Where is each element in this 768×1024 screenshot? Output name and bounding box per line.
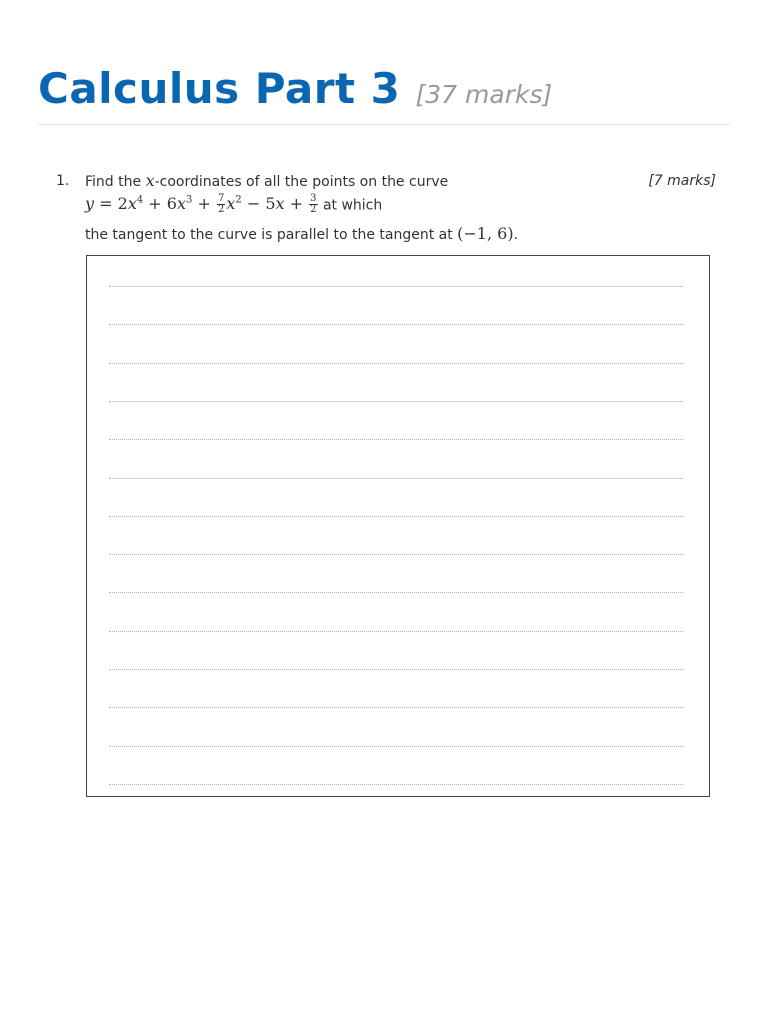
answer-line [109,707,683,708]
fraction-numerator: 7 [217,193,225,205]
answer-line [109,746,683,747]
answer-line [109,439,683,440]
curve-equation [85,193,319,216]
equation-var: x [226,194,236,214]
equation-var: x [275,194,285,214]
variable-x: x [145,171,155,190]
equation-exponent: 3 [186,195,193,206]
question-period: . [513,227,519,243]
equation-var: x [176,194,187,214]
equation-var: x [127,194,137,214]
header-divider [38,124,730,125]
answer-line [109,478,683,479]
question-tangent-text: the tangent to the curve is parallel to the tangent at [85,227,458,243]
question-at-which: at which [318,197,383,214]
question-line-3 [85,224,518,245]
fraction-numerator: 3 [310,193,317,205]
page-header [38,64,730,113]
fraction-denominator: 2 [310,204,317,216]
answer-line [109,363,683,364]
question-number: 1. [56,173,70,189]
answer-line [109,631,683,632]
answer-line [109,669,683,670]
fraction-seven-halves [217,194,225,215]
answer-line [109,592,683,593]
fraction-denominator: 2 [217,204,225,216]
answer-line [109,554,683,555]
question-equation-line [85,191,382,215]
question-marks: [7 marks] [648,173,716,189]
equation-term: + [284,194,309,214]
total-marks: [37 marks] [415,80,553,109]
fraction-three-halves [309,194,317,215]
equation-lhs: y [85,194,95,214]
equation-term: = 2 [94,194,128,214]
page-title: Calculus Part 3 [38,64,401,113]
equation-term: + 6 [143,194,177,214]
tangent-point: (−1, 6) [457,224,514,243]
equation-term: − 5 [241,194,276,214]
answer-line [109,401,683,402]
equation-exponent: 4 [136,195,144,206]
answer-line [109,286,683,287]
question-intro: Find the [85,174,146,190]
answer-line [109,324,683,325]
equation-term: + [192,194,216,214]
answer-box[interactable] [86,255,710,797]
answer-line [109,516,683,517]
question-intro-rest: -coordinates of all the points on the curve [154,174,449,190]
equation-exponent: 2 [235,195,242,206]
question-line-1 [85,171,448,192]
answer-line [109,784,683,785]
